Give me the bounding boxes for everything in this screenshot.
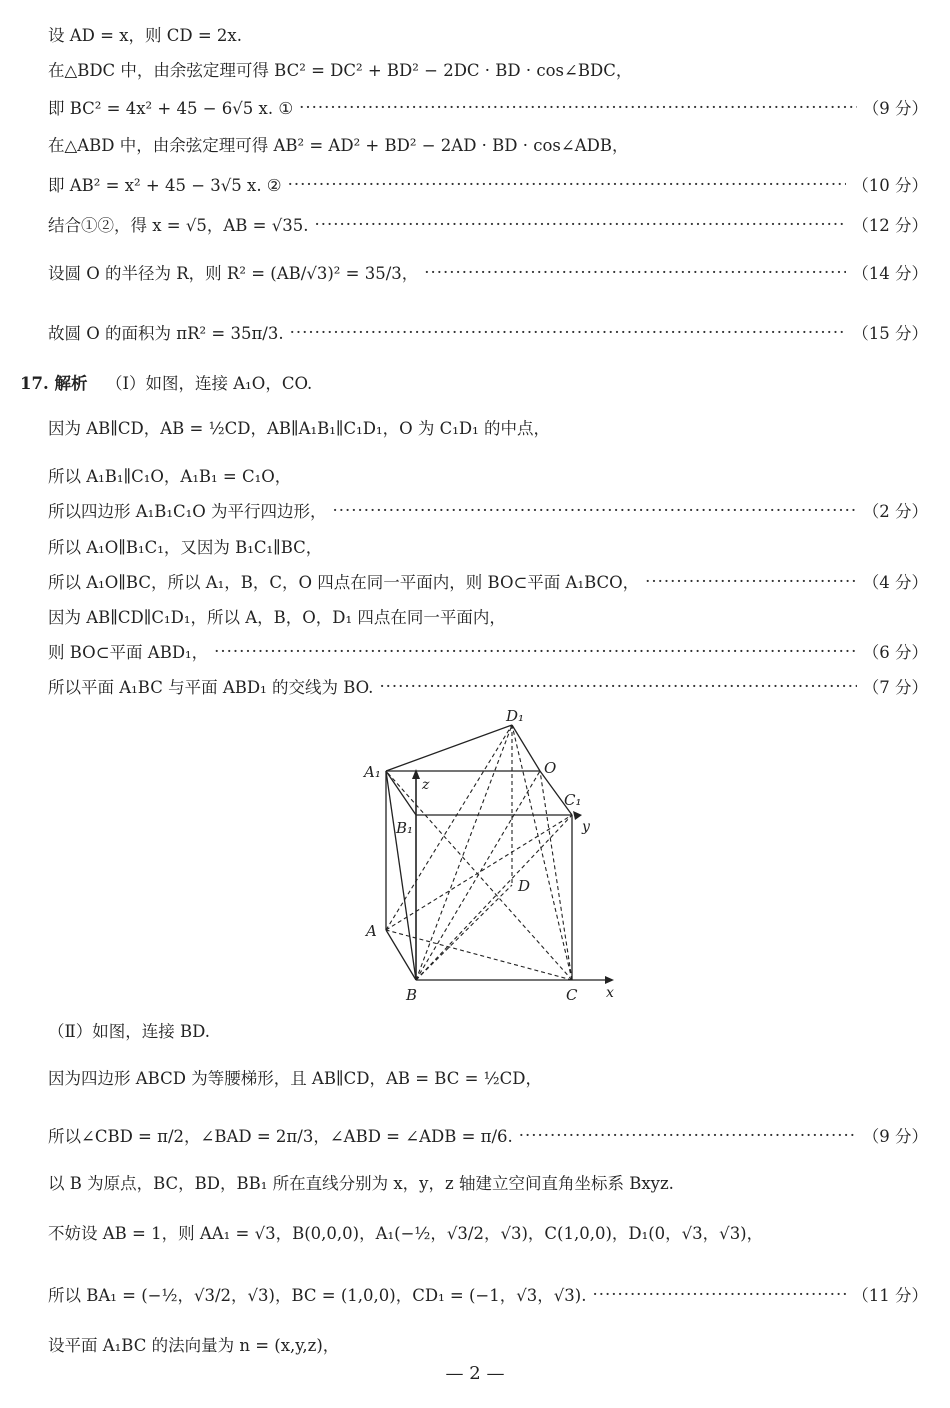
line-text: 所以平面 A₁BC 与平面 ABD₁ 的交线为 BO. <box>48 678 374 697</box>
leader-dots <box>290 323 847 342</box>
solution-line-17 <box>48 674 928 698</box>
label-D: D <box>518 877 531 895</box>
score-label: （9 分） <box>862 1127 928 1146</box>
line-text: 所以四边形 A₁B₁C₁O 为平行四边形， <box>48 502 327 521</box>
leader-dots <box>315 215 847 234</box>
label-A: A <box>366 922 377 940</box>
line-text: 不妨设 AB = 1，则 AA₁ = √3，B(0,0,0)，A₁(−½，√3/2，√3)，C(1,0,0)，D₁(0，√3，√3)， <box>48 1224 764 1243</box>
solution-line-16 <box>48 639 928 663</box>
line-text: 在△BDC 中，由余弦定理可得 BC² = DC² + BD² − 2DC · BD · cos∠BDC， <box>48 61 633 80</box>
solution-line-9 <box>106 370 928 394</box>
score-label: （12 分） <box>852 216 928 235</box>
label-D1: D₁ <box>506 707 525 725</box>
line-text: 设平面 A₁BC 的法向量为 n = (x,y,z)， <box>48 1336 340 1355</box>
line-text: 即 AB² = x² + 45 − 3√5 x. ② <box>48 176 282 195</box>
line-text: （Ⅰ）如图，连接 A₁O，CO. <box>106 374 313 393</box>
label-B: B <box>406 986 418 1004</box>
score-label: （9 分） <box>862 99 928 118</box>
line-text: 以 B 为原点，BC，BD，BB₁ 所在直线分别为 x，y，z 轴建立空间直角坐标系 Bxyz. <box>48 1174 674 1193</box>
solution-line-20 <box>48 1123 928 1147</box>
page-number: — 2 — <box>445 1363 505 1384</box>
line-text: 所以∠CBD = π/2，∠BAD = 2π/3，∠ABD = ∠ADB = π/6. <box>48 1127 513 1146</box>
solution-line-7 <box>48 260 928 284</box>
solution-line-3 <box>48 95 928 119</box>
label-B1: B₁ <box>396 819 414 837</box>
line-text: （Ⅱ）如图，连接 BD. <box>48 1022 210 1041</box>
solution-line-22 <box>48 1220 928 1244</box>
line-text: 设圆 O 的半径为 R，则 R² = (AB/√3)² = 35/3， <box>48 264 419 283</box>
solution-line-12 <box>48 498 928 522</box>
solution-line-18 <box>48 1018 928 1042</box>
label-z: z <box>422 777 430 793</box>
solution-line-8 <box>48 320 928 344</box>
leader-dots <box>299 98 857 117</box>
line-text: 所以 A₁O∥BC，所以 A₁，B，C，O 四点在同一平面内，则 BO⊂平面 A₁BCO， <box>48 573 640 592</box>
line-text: 故圆 O 的面积为 πR² = 35π/3. <box>48 324 284 343</box>
solution-line-4 <box>48 132 928 156</box>
line-text: 所以 A₁O∥B₁C₁，又因为 B₁C₁∥BC， <box>48 538 323 557</box>
leader-dots <box>333 501 857 520</box>
solution-line-10 <box>48 415 928 439</box>
solution-line-21 <box>48 1170 928 1194</box>
line-text: 设 AD = x，则 CD = 2x. <box>48 26 242 45</box>
leader-dots <box>645 572 857 591</box>
leader-dots <box>288 175 847 194</box>
leader-dots <box>424 263 846 282</box>
score-label: （4 分） <box>862 573 928 592</box>
label-C: C <box>566 986 578 1004</box>
label-O: O <box>544 759 557 777</box>
problem-number: 17. 解析 <box>20 374 88 393</box>
solution-line-19 <box>48 1065 928 1089</box>
score-label: （14 分） <box>852 264 928 283</box>
score-label: （6 分） <box>862 643 928 662</box>
line-text: 因为 AB∥CD∥C₁D₁，所以 A，B，O，D₁ 四点在同一平面内， <box>48 608 506 627</box>
label-A1: A₁ <box>364 763 381 781</box>
leader-dots <box>379 677 856 696</box>
line-text: 因为 AB∥CD，AB = ½CD，AB∥A₁B₁∥C₁D₁，O 为 C₁D₁ 的中点， <box>48 419 550 438</box>
solution-line-24 <box>48 1332 928 1356</box>
solution-line-2 <box>48 57 928 81</box>
label-x: x <box>606 985 614 1001</box>
line-text: 在△ABD 中，由余弦定理可得 AB² = AD² + BD² − 2AD · BD · cos∠ADB， <box>48 136 629 155</box>
line-text: 即 BC² = 4x² + 45 − 6√5 x. ① <box>48 99 294 118</box>
score-label: （7 分） <box>862 678 928 697</box>
score-label: （15 分） <box>852 324 928 343</box>
score-label: （10 分） <box>852 176 928 195</box>
line-text: 所以 A₁B₁∥C₁O，A₁B₁ = C₁O， <box>48 467 292 486</box>
leader-dots <box>519 1126 857 1145</box>
prism-diagram <box>350 705 630 1005</box>
label-C1: C₁ <box>564 791 582 809</box>
solution-line-14 <box>48 569 928 593</box>
score-label: （11 分） <box>852 1286 928 1305</box>
line-text: 所以 BA₁ = (−½，√3/2，√3)，BC = (1,0,0)，CD₁ = (−1，√3，√3). <box>48 1286 587 1305</box>
solution-line-23 <box>48 1282 928 1306</box>
line-text: 结合①②，得 x = √5，AB = √35. <box>48 216 309 235</box>
solution-line-5 <box>48 172 928 196</box>
leader-dots <box>214 642 857 661</box>
leader-dots <box>592 1285 846 1304</box>
line-text: 则 BO⊂平面 ABD₁， <box>48 643 209 662</box>
line-text: 因为四边形 ABCD 为等腰梯形，且 AB∥CD，AB = BC = ½CD， <box>48 1069 543 1088</box>
solution-line-6 <box>48 212 928 236</box>
solution-line-15 <box>48 604 928 628</box>
solution-line-11 <box>48 463 928 487</box>
solution-line-1 <box>48 22 928 46</box>
label-y: y <box>582 819 590 835</box>
solution-line-13 <box>48 534 928 558</box>
score-label: （2 分） <box>862 502 928 521</box>
